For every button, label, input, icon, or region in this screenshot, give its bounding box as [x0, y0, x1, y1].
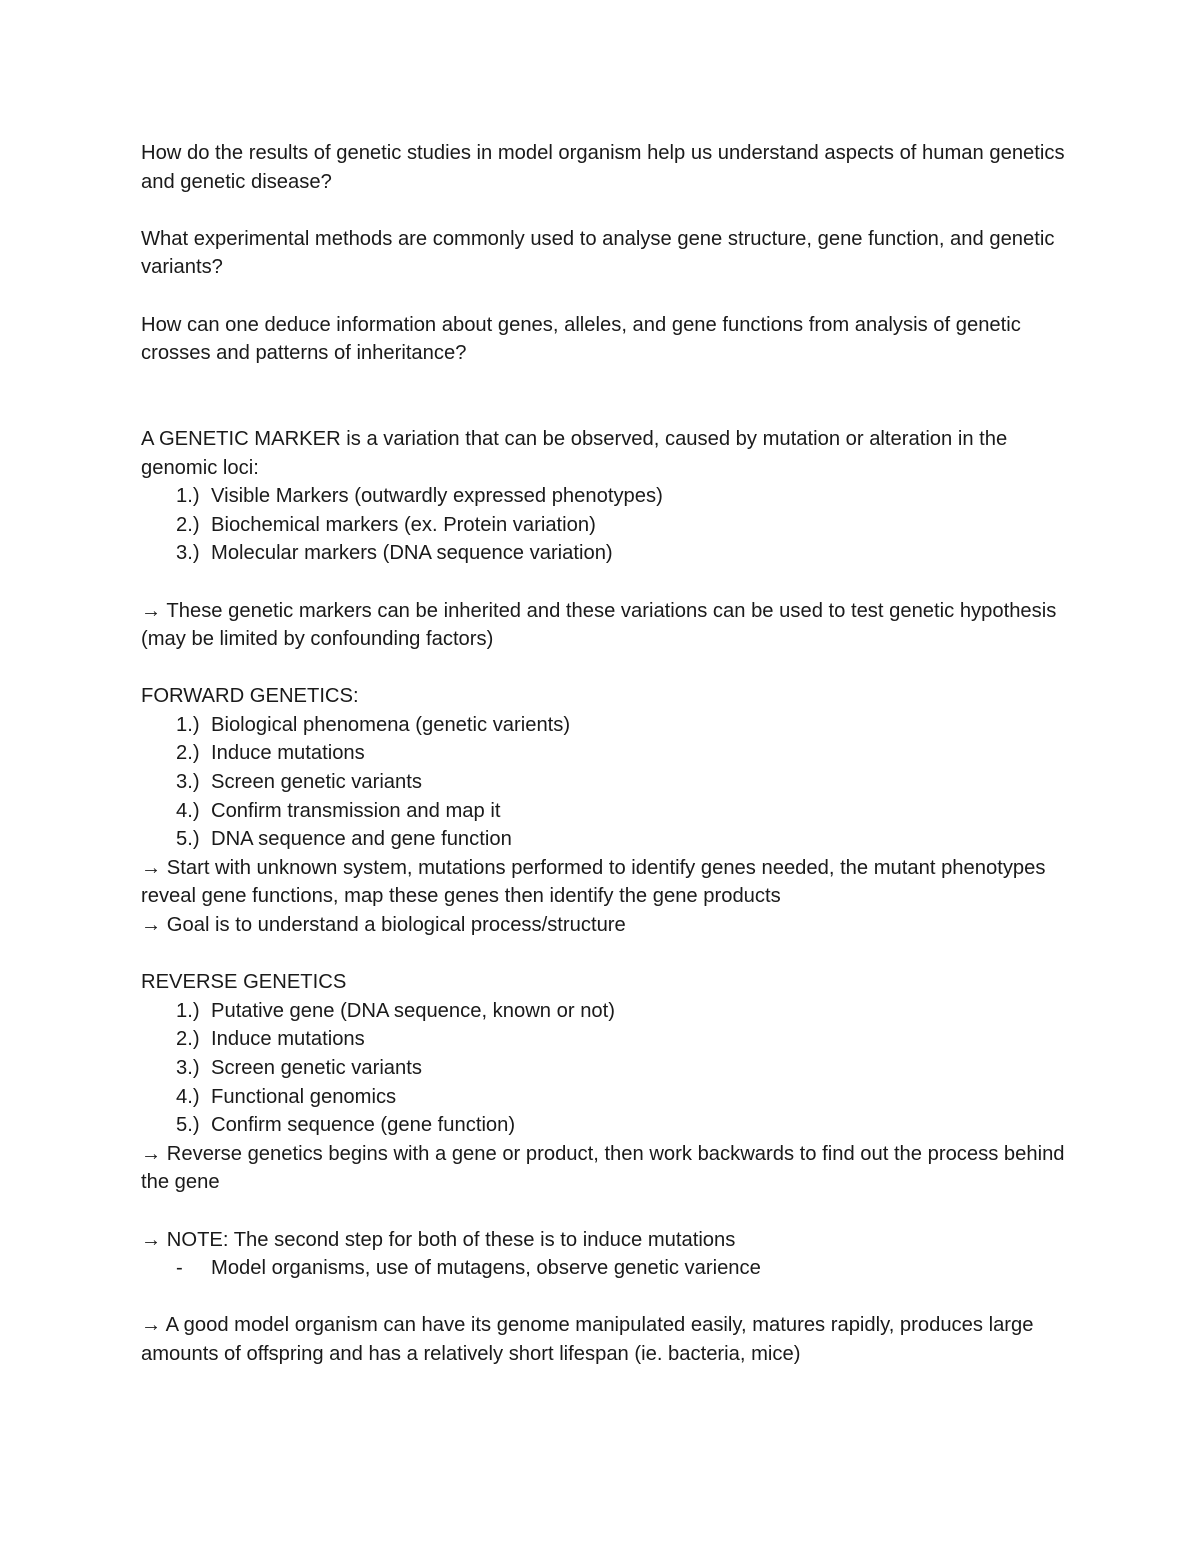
list-text: Visible Markers (outwardly expressed phenotypes): [211, 485, 663, 508]
list-text: Biochemical markers (ex. Protein variation): [211, 513, 596, 536]
reverse-genetics-list: [141, 997, 1071, 1140]
genetic-marker-intro: A GENETIC MARKER is a variation that can be observed, caused by mutation or alteration in the genomic loci:: [141, 427, 1008, 479]
list-number: 2.): [176, 742, 200, 765]
list-item: [141, 1054, 1071, 1083]
genetic-marker-note: → These genetic markers can be inherited and these variations can be used to test genetic hypothesis (may be limited by confounding factors): [141, 599, 1057, 651]
genetic-marker-list: [141, 482, 1071, 568]
forward-genetics-note-2: → Goal is to understand a biological process/structure: [141, 914, 626, 937]
list-item: [141, 768, 1071, 797]
reverse-genetics-heading: REVERSE GENETICS: [141, 971, 347, 994]
list-item: [141, 539, 1071, 568]
list-number: 5.): [176, 1114, 200, 1137]
list-text: Biological phenomena (genetic varients): [211, 713, 571, 736]
list-number: 1.): [176, 485, 200, 508]
list-number: 3.): [176, 1057, 200, 1079]
list-number: 1.): [176, 713, 200, 736]
list-item: [141, 997, 1071, 1026]
list-item: [141, 1025, 1071, 1054]
model-organism-note: → A good model organism can have its genome manipulated easily, matures rapidly, produces large amounts of offspring and has a relatively short lifespan (ie. bacteria, mice): [141, 1314, 1034, 1365]
list-item: [141, 1254, 1071, 1283]
forward-genetics-note-1: → Start with unknown system, mutations performed to identify genes needed, the mutant phenotypes reveal gene functions, map these genes then identify the gene products: [141, 856, 1046, 908]
list-item: [141, 797, 1071, 826]
list-text: Screen genetic variants: [211, 1057, 422, 1079]
list-text: Confirm transmission and map it: [211, 799, 501, 822]
question-2: What experimental methods are commonly used to analyse gene structure, gene function, and genetic variants?: [141, 227, 1055, 279]
list-number: 1.): [176, 999, 200, 1022]
mutation-note-sublist: [141, 1254, 1071, 1283]
list-text: Screen genetic variants: [211, 771, 422, 794]
reverse-genetics-note: → Reverse genetics begins with a gene or product, then work backwards to find out the process behind the gene: [141, 1142, 1065, 1194]
list-text: Induce mutations: [211, 1028, 365, 1051]
list-number: 2.): [176, 1028, 200, 1051]
list-item: [141, 1083, 1071, 1112]
list-item: [141, 511, 1071, 540]
question-1: How do the results of genetic studies in model organism help us understand aspects of human genetics and genetic disease?: [141, 142, 1065, 193]
list-text: Molecular markers (DNA sequence variation): [211, 542, 613, 565]
list-number: 2.): [176, 513, 200, 536]
dash-bullet: -: [176, 1257, 183, 1280]
list-number: 4.): [176, 1085, 200, 1108]
list-item: [141, 739, 1071, 768]
list-text: Confirm sequence (gene function): [211, 1114, 516, 1137]
list-number: 4.): [176, 799, 200, 822]
list-item: [141, 1111, 1071, 1140]
list-item: [141, 825, 1071, 854]
list-text: Functional genomics: [211, 1085, 397, 1108]
list-number: 5.): [176, 828, 200, 851]
list-text: DNA sequence and gene function: [211, 828, 512, 851]
forward-genetics-list: [141, 711, 1071, 854]
question-3: How can one deduce information about genes, alleles, and gene functions from analysis of genetic crosses and patterns of inheritance?: [141, 313, 1021, 365]
list-item: [141, 482, 1071, 511]
list-item: [141, 711, 1071, 740]
list-number: 3.): [176, 542, 200, 565]
list-text: Model organisms, use of mutagens, observe genetic varience: [211, 1257, 761, 1280]
list-number: 3.): [176, 771, 200, 794]
list-text: Putative gene (DNA sequence, known or not): [211, 999, 615, 1022]
document-body: [141, 139, 1071, 1369]
mutation-note: → NOTE: The second step for both of these is to induce mutations: [141, 1228, 736, 1251]
forward-genetics-heading: FORWARD GENETICS:: [141, 685, 359, 708]
list-text: Induce mutations: [211, 742, 365, 765]
